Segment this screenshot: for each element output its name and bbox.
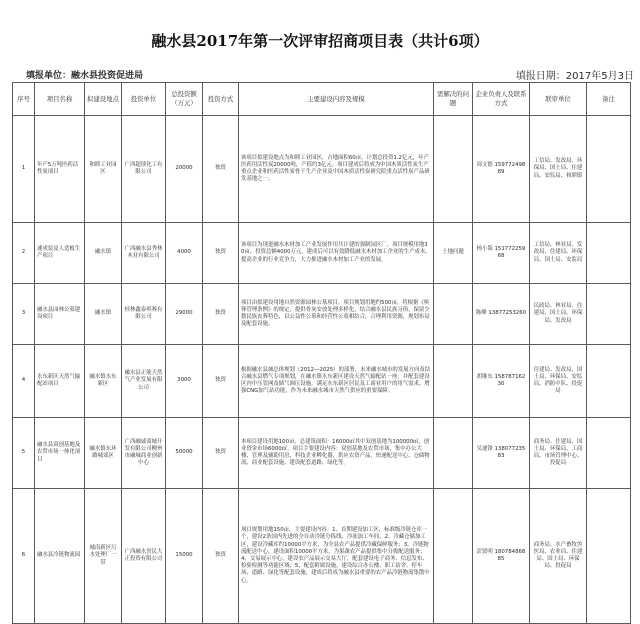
report-date: 填报日期：2017年5月3日 [515,71,634,82]
investment-amount: 3000 [166,345,203,418]
project-site: 融水镇水东新区 [85,345,122,418]
project-site: 和睦工业园区 [85,116,122,223]
row-number: 5 [13,418,35,489]
project-name: 融水县冷链物流园 [35,489,85,624]
issue [434,116,473,223]
investment-mode: 独资 [203,418,239,489]
header-cell: 序号 [13,83,35,116]
contact: 彭贤明 18078486885 [473,489,530,624]
table-row [13,418,631,489]
construction-content: 该项目拟建设地点为和睦工业园区，占地面积60亩，计划总投资1.2亿元，年产医药用活性炭20000吨，产值约3亿元。项目建成后将成为中国木质活性炭生产重点企业和医药活性炭骨干生产企业及中国木质活性炭研究院重点活性炭产品研发基地之一。 [239,116,434,223]
remark [587,489,631,624]
construction-content: 该项目为现进融水木材加工产业发展作用共计建的强制园区厂，项目规模用地30亩，投资总额4000万元，建成后可以有效降低融水木材加工企业的生产成本，提高企业的行业竞争力，大力推进融水木材加工产业的发展。 [239,223,434,284]
report-unit: 填报单位：融水县投资促进局 [26,71,144,81]
joint-review-units: 工信局、发改局、环保局、国土局、住建局、安监局、和睦镇 [530,116,587,223]
investor: 广西融水誉民大正投资有限公司 [122,489,166,624]
joint-review-units: 民政局、林业局、住建局、国土局、环保局、发改局 [530,284,587,345]
project-name: 年产5万吨医药活性炭项目 [35,116,85,223]
investment-amount: 29000 [166,284,203,345]
remark [587,345,631,418]
joint-review-units: 住建局、发改局、国土局、环保局、安监局、消防中队、投促局 [530,345,587,418]
project-name: 速成装及人造板生产项目 [35,223,85,284]
contact: 胡继东 15878716230 [473,345,530,418]
header-cell: 企业负责人及联系方式 [473,83,530,116]
investor: 广西融水县秀林木业有限公司 [122,223,166,284]
investment-amount: 4000 [166,223,203,284]
header-cell: 总投资额（万元） [166,83,203,116]
header-cell: 拟建设地点 [85,83,122,116]
remark [587,284,631,345]
document-title: 融水县2017年第一次评审招商项目表（共计6项） [151,32,489,50]
table-row [13,284,631,345]
investor: 桂林鑫泰殡葬有限公司 [122,284,166,345]
construction-content: 根据融水县城总体规划（2012—2025）的部署，未来融水城市的发展方向及结合融水县燃气专项规划，在融水镇水东新区建设天然气输配站一座，并配套建设区内中压管网及储气调压设施，满足水东新区居民及工商业用户的用气需求，增强CNG加气站功能，作为未来融水城市天然气供应的重要保障。 [239,345,434,418]
investment-amount: 50000 [166,418,203,489]
row-number: 3 [13,284,35,345]
issue: 土地问题 [434,223,473,284]
project-name: 融水县双创基地及农贸市场一体化项目 [35,418,85,489]
issue [434,489,473,624]
project-name: 水东新区天然气输配站项目 [35,345,85,418]
header-cell: 项目名称 [35,83,85,116]
table-row [13,345,631,418]
header-cell: 投资单位 [122,83,166,116]
investment-mode: 独资 [203,223,239,284]
contact: 吴迪锋 13807723583 [473,418,530,489]
row-number: 6 [13,489,35,624]
remark [587,418,631,489]
investor: 广西超琰化工有限公司 [122,116,166,223]
header-cell: 联审单位 [530,83,587,116]
project-site: 融水镇 [85,223,122,284]
project-site: 融水镇东环路城郊区 [85,418,122,489]
construction-content: 本项目建设用地100亩，总建筑面积：16000㎡其中双创基地为100000㎡，创业资金市场6000㎡。项目主要建设内容：双创基地及农贸市场，集中办公大楼、管理及辅助用房、科技企业孵化器，供应农资产品，快递配送中心、仓储物流、商业配套设施、建设配套道路、绿化等。 [239,418,434,489]
joint-review-units: 商务局、水产畜牧兽医局、农业局、住建局、国土局、环保局、投促局 [530,489,587,624]
joint-review-units: 商务局、住建局、国土局、环保局、工商局、市场管理中心、投促局 [530,418,587,489]
joint-review-units: 工信局、林业局、发改局、住建局、环保局、国土局、安监局 [530,223,587,284]
construction-content: 项目规划用地150亩。主要建设内容：1、首期建设加工区，标准级冷链仓库一个，建设2条国内先进的全自动冷链分拣线、冷冻加工车间，2、冷藏仓储加工区，建设冷藏库约10000平方米，为全县农产品提供冷藏保鲜服务；3、冷链物流配送中心，建设面积10000平方米，为果蔬农产品提供集中分拨配送服务；4、交易展示中心，建设农产品展示交易大厅，配套建设电子商务、信息发布、检验检测等功能区域；5、配套附属设施，建设综合办公楼、职工宿舍、停车场、道路、绿化等配套设施，建成后将成为融水县重要的农产品冷链物流集散中心。 [239,489,434,624]
remark [587,223,631,284]
row-number: 1 [13,116,35,223]
table-row [13,116,631,223]
investor: 融水县正能天然气产业发展有限公司 [122,345,166,418]
remark [587,116,631,223]
investment-mode: 独资 [203,116,239,223]
construction-content: 项目由拟建设用地自然资源园林公墓项目，项目规划用地约500亩，将根据《殡葬管理条例》的规定，提供骨灰安放处理多样化，结合融水县民族习俗，保留少数民族丧葬特色，以公益性公墓和经营性公墓相结合，合理利用资源，规划布局及配套设施。 [239,284,434,345]
project-table [12,82,631,624]
project-site: 融水镇 [85,284,122,345]
table-row [13,489,631,624]
investment-amount: 20000 [166,116,203,223]
investment-mode: 独资 [203,489,239,624]
header-row [13,83,631,116]
investor: 广西融诚商城开发有限公司柳州市融城商业创新中心 [122,418,166,489]
project-name: 融水县园林公墓建设项目 [35,284,85,345]
contact: 周文德 15977249889 [473,116,530,223]
header-cell: 投资方式 [203,83,239,116]
row-number: 2 [13,223,35,284]
contact: 陈峰 13877253260 [473,284,530,345]
investment-mode: 独资 [203,284,239,345]
project-site: 城南新区污水处理厂一带 [85,489,122,624]
investment-amount: 15000 [166,489,203,624]
issue [434,345,473,418]
issue [434,284,473,345]
header-cell: 备注 [587,83,631,116]
header-cell: 主要建设内容及规模 [239,83,434,116]
contact: 杨小海 15177225968 [473,223,530,284]
investment-mode: 独资 [203,345,239,418]
header-cell: 需解决的问题 [434,83,473,116]
issue [434,418,473,489]
row-number: 4 [13,345,35,418]
table-row [13,223,631,284]
